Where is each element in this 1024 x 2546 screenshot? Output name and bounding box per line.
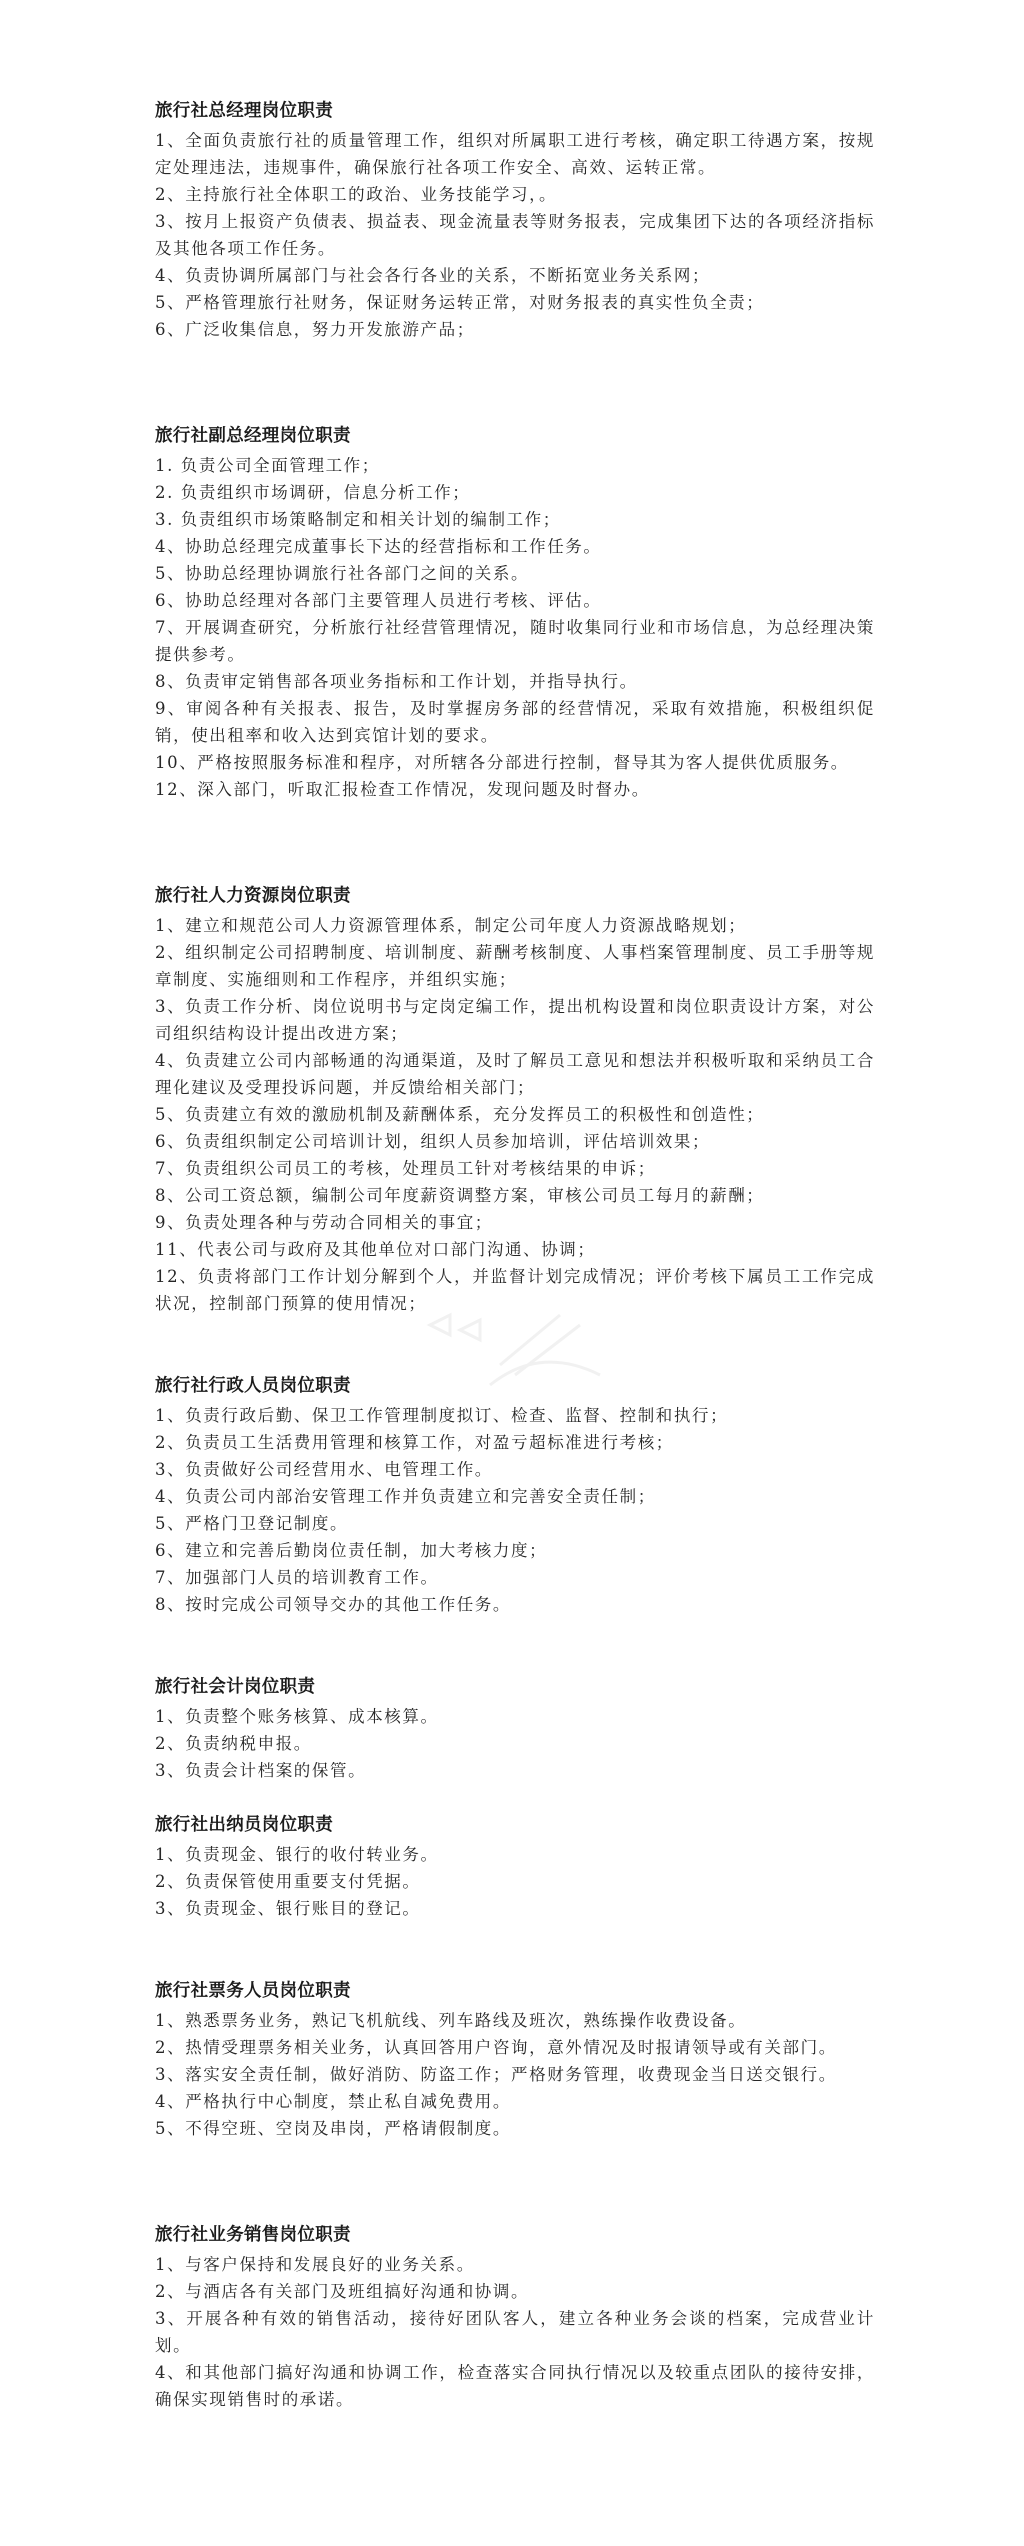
duty-item: 1、熟悉票务业务，熟记飞机航线、列车路线及班次，熟练操作收费设备。 <box>155 2011 747 2030</box>
duty-item: 1、与客户保持和发展良好的业务关系。 <box>155 2255 475 2274</box>
duty-item: 12、深入部门，听取汇报检查工作情况，发现问题及时督办。 <box>155 780 650 799</box>
watermark-graphic <box>420 1305 610 1395</box>
duty-item: 3、按月上报资产负债表、损益表、现金流量表等财务报表，完成集团下达的各项经济指标及其他各项工作任务。 <box>155 212 875 258</box>
duty-item: 3、落实安全责任制，做好消防、防盗工作；严格财务管理，收费现金当日送交银行。 <box>155 2065 837 2084</box>
duty-item: 3、负责会计档案的保管。 <box>155 1761 367 1780</box>
section-sales <box>155 2222 875 2413</box>
section-title: 旅行社会计岗位职责 <box>155 1677 316 1697</box>
section-accountant <box>155 1674 875 1784</box>
duty-item: 2、热情受理票务相关业务，认真回答用户咨询，意外情况及时报请领导或有关部门。 <box>155 2038 837 2057</box>
section-title: 旅行社总经理岗位职责 <box>155 101 333 121</box>
duty-item: 4、负责协调所属部门与社会各行各业的关系，不断拓宽业务关系网； <box>155 266 711 285</box>
section-title: 旅行社人力资源岗位职责 <box>155 886 351 906</box>
section-deputy-general-manager <box>155 423 875 803</box>
duty-item: 4、严格执行中心制度，禁止私自减免费用。 <box>155 2092 511 2111</box>
duty-item: 9、审阅各种有关报表、报告，及时掌握房务部的经营情况，采取有效措施，积极组织促销，使出租率和收入达到宾馆计划的要求。 <box>155 699 875 745</box>
duty-item: 2、组织制定公司招聘制度、培训制度、薪酬考核制度、人事档案管理制度、员工手册等规章制度、实施细则和工作程序，并组织实施； <box>155 943 875 989</box>
duty-item: 9、负责处理各种与劳动合同相关的事宜； <box>155 1213 493 1232</box>
duty-item: 7、负责组织公司员工的考核，处理员工针对考核结果的申诉； <box>155 1159 656 1178</box>
duty-item: 2、主持旅行社全体职工的政治、业务技能学习，。 <box>155 185 558 204</box>
section-title: 旅行社票务人员岗位职责 <box>155 1981 351 2001</box>
duty-item: 11、代表公司与政府及其他单位对口部门沟通、协调； <box>155 1240 596 1259</box>
duty-item: 6、协助总经理对各部门主要管理人员进行考核、评估。 <box>155 591 602 610</box>
section-title: 旅行社出纳员岗位职责 <box>155 1815 333 1835</box>
duty-item: 3、负责工作分析、岗位说明书与定岗定编工作，提出机构设置和岗位职责设计方案，对公司组织结构设计提出改进方案； <box>155 997 875 1043</box>
duty-item: 4、负责建立公司内部畅通的沟通渠道，及时了解员工意见和想法并积极听取和采纳员工合理化建议及受理投诉问题，并反馈给相关部门； <box>155 1051 875 1097</box>
duty-item: 10、严格按照服务标准和程序，对所辖各分部进行控制，督导其为客人提供优质服务。 <box>155 753 849 772</box>
section-title: 旅行社副总经理岗位职责 <box>155 426 351 446</box>
duty-item: 4、和其他部门搞好沟通和协调工作，检查落实合同执行情况以及较重点团队的接待安排，确保实现销售时的承诺。 <box>155 2363 875 2409</box>
duty-item: 6、负责组织制定公司培训计划，组织人员参加培训，评估培训效果； <box>155 1132 711 1151</box>
duty-item: 1. 负责公司全面管理工作； <box>155 456 380 475</box>
duty-item: 1、建立和规范公司人力资源管理体系，制定公司年度人力资源战略规划； <box>155 916 747 935</box>
duty-item: 2、负责保管使用重要支付凭据。 <box>155 1872 421 1891</box>
section-administrative-staff <box>155 1373 875 1618</box>
duty-item: 8、公司工资总额，编制公司年度薪资调整方案，审核公司员工每月的薪酬； <box>155 1186 765 1205</box>
section-general-manager <box>155 98 875 343</box>
duty-item: 1、全面负责旅行社的质量管理工作，组织对所属职工进行考核，确定职工待遇方案，按规定处理违法，违规事件，确保旅行社各项工作安全、高效、运转正常。 <box>155 131 875 177</box>
duty-item: 6、建立和完善后勤岗位责任制，加大考核力度； <box>155 1541 548 1560</box>
duty-item: 5、不得空班、空岗及串岗，严格请假制度。 <box>155 2119 511 2138</box>
duty-item: 5、严格门卫登记制度。 <box>155 1514 349 1533</box>
duty-item: 5、协助总经理协调旅行社各部门之间的关系。 <box>155 564 530 583</box>
section-title: 旅行社行政人员岗位职责 <box>155 1376 351 1396</box>
section-cashier <box>155 1812 875 1922</box>
duty-item: 2. 负责组织市场调研，信息分析工作； <box>155 483 471 502</box>
duty-item: 4、协助总经理完成董事长下达的经营指标和工作任务。 <box>155 537 602 556</box>
duty-item: 12、负责将部门工作计划分解到个人，并监督计划完成情况；评价考核下属员工工作完成状况，控制部门预算的使用情况； <box>155 1267 875 1313</box>
duty-item: 1、负责行政后勤、保卫工作管理制度拟订、检查、监督、控制和执行； <box>155 1406 729 1425</box>
duty-item: 4、负责公司内部治安管理工作并负责建立和完善安全责任制； <box>155 1487 656 1506</box>
section-title: 旅行社业务销售岗位职责 <box>155 2225 351 2245</box>
duty-item: 7、开展调查研究，分析旅行社经营管理情况，随时收集同行业和市场信息，为总经理决策提供参考。 <box>155 618 875 664</box>
duty-item: 7、加强部门人员的培训教育工作。 <box>155 1568 439 1587</box>
duty-item: 2、负责员工生活费用管理和核算工作，对盈亏超标准进行考核； <box>155 1433 674 1452</box>
duty-item: 2、负责纳税申报。 <box>155 1734 312 1753</box>
section-human-resources <box>155 883 875 1317</box>
duty-item: 3、开展各种有效的销售活动，接待好团队客人，建立各种业务会谈的档案，完成营业计划。 <box>155 2309 875 2355</box>
duty-item: 1、负责整个账务核算、成本核算。 <box>155 1707 439 1726</box>
duty-item: 2、与酒店各有关部门及班组搞好沟通和协调。 <box>155 2282 530 2301</box>
duty-item: 3. 负责组织市场策略制定和相关计划的编制工作； <box>155 510 561 529</box>
duty-item: 8、按时完成公司领导交办的其他工作任务。 <box>155 1595 511 1614</box>
duty-item: 5、严格管理旅行社财务，保证财务运转正常，对财务报表的真实性负全责； <box>155 293 765 312</box>
duty-item: 8、负责审定销售部各项业务指标和工作计划，并指导执行。 <box>155 672 638 691</box>
duty-item: 6、广泛收集信息，努力开发旅游产品； <box>155 320 475 339</box>
duty-item: 1、负责现金、银行的收付转业务。 <box>155 1845 439 1864</box>
duty-item: 3、负责现金、银行账目的登记。 <box>155 1899 421 1918</box>
section-ticketing-staff <box>155 1978 875 2142</box>
document-body <box>155 98 875 2413</box>
duty-item: 3、负责做好公司经营用水、电管理工作。 <box>155 1460 493 1479</box>
duty-item: 5、负责建立有效的激励机制及薪酬体系，充分发挥员工的积极性和创造性； <box>155 1105 765 1124</box>
